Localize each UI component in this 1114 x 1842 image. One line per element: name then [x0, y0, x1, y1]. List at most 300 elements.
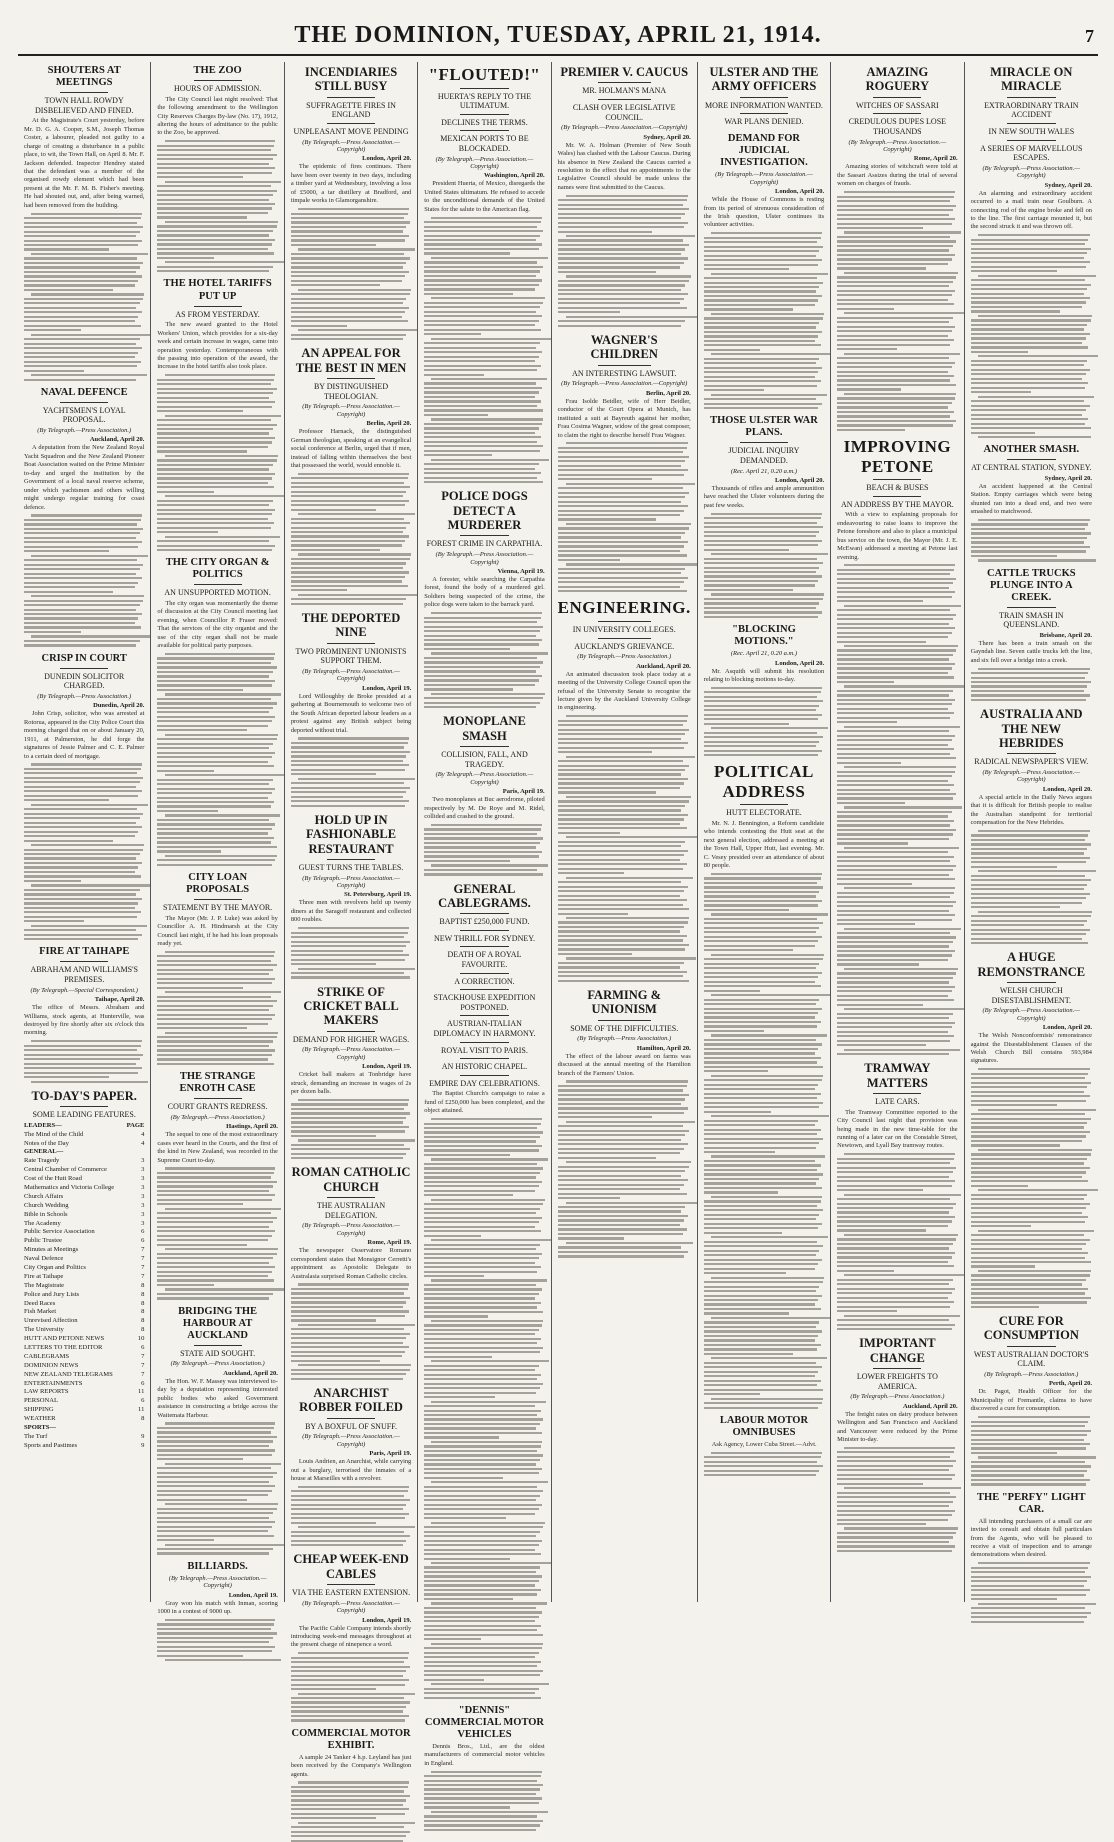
divider — [460, 930, 508, 931]
article-text-lines — [424, 612, 544, 708]
article — [291, 1165, 411, 1379]
article-text-lines — [558, 195, 691, 327]
article-subheading: CLASH OVER LEGISLATIVE COUNCIL. — [572, 102, 676, 122]
article-body — [291, 899, 411, 924]
article-headline: COMMERCIAL MOTOR EXHIBIT. — [291, 1727, 411, 1751]
article-paragraph: Three men with revolvers held up twenty diners at the Saragoff restaurant and collected 800 roubles. — [290, 899, 412, 924]
article-text-lines — [971, 1068, 1092, 1308]
article-body — [24, 444, 144, 512]
contents-page: 7 — [141, 1272, 145, 1280]
contents-label: Bible in Schools — [24, 1210, 68, 1218]
article-text-lines — [291, 1652, 411, 1721]
contents-page: 3 — [141, 1175, 145, 1183]
article-body — [157, 321, 277, 372]
column-1 — [18, 62, 151, 1602]
divider — [1007, 982, 1056, 983]
article-subheading: TOWN HALL ROWDY DISBELIEVED AND FINED. — [34, 96, 134, 115]
article-body — [837, 511, 957, 562]
contents-page: 10 — [137, 1335, 145, 1343]
article-headline: MONOPLANE SMASH — [443, 714, 526, 743]
article — [291, 346, 411, 605]
article-paragraph: The epidemic of fires continues. There have been over twenty in two days, including a timber yard at Wednesbury, involving a loss of £5000, a tar distillery at Bradford, and timpale works in Glamorganshire. — [290, 163, 412, 205]
article-headline: AMAZING ROGUERY — [865, 65, 930, 94]
contents-label: Police and Jury Lists — [24, 1290, 80, 1298]
divider — [460, 1042, 508, 1043]
article-subheading: BAPTIST £250,000 FUND. — [439, 917, 530, 927]
article-body — [157, 1378, 277, 1420]
article-paragraph: An accident happened at the Central Station. Empty carriages which were being shunted ran into a dead end, and two were smashed to matchwood. — [970, 482, 1092, 516]
contents-label: Mathematics and Victoria College — [24, 1183, 115, 1191]
contents-row — [24, 1131, 144, 1140]
contents-label: Cost of the Hutt Road — [24, 1175, 82, 1183]
article-dateline: (By Telegraph.—Press Association.—Copyright) — [848, 138, 947, 153]
contents-row — [24, 1166, 144, 1175]
article-subheading: A SERIES OF MARVELLOUS ESCAPES. — [980, 143, 1083, 163]
contents-label: NEW ZEALAND TELEGRAMS — [24, 1370, 113, 1378]
article-place-date: Berlin, April 20. — [366, 420, 412, 428]
article-place-date: Brisbane, April 20. — [1039, 631, 1092, 639]
article — [971, 950, 1092, 1308]
article — [558, 988, 691, 1258]
contents-row — [24, 1442, 144, 1451]
contents-page: 6 — [141, 1228, 145, 1236]
divider — [873, 479, 921, 480]
article-subheading: STATE AID SOUGHT. — [180, 1348, 256, 1358]
article-subheading: DUNEDIN SOLICITOR CHARGED. — [44, 671, 125, 691]
contents-page: 8 — [141, 1308, 145, 1316]
divider — [60, 668, 108, 669]
article-subheading: AUSTRIAN-ITALIAN DIPLOMACY IN HARMONY. — [433, 1019, 536, 1038]
article-dateline: (By Telegraph.—Press Association.) — [850, 1393, 945, 1401]
divider — [460, 88, 508, 89]
divider — [1007, 607, 1056, 608]
divider — [740, 113, 788, 114]
article-place-date: Berlin, April 20. — [645, 389, 691, 397]
article — [157, 1561, 277, 1662]
article-paragraph: The Tramway Committee reported to the City Council last night that provision was being made in the new time-table for the running of a later car on the Constable Street, Newtown, and Lyall Bay tramway routes. — [837, 1108, 958, 1150]
article-body — [837, 1109, 957, 1151]
divider — [327, 643, 375, 644]
contents-label: SPORTS— — [24, 1424, 57, 1432]
article-body — [971, 190, 1092, 232]
article-paragraph: The Hon. W. F. Massey was interviewed to-day by a deputation representing interested public bodies who asked Government assistance in constructing a bridge across the Waitemata Harbour. — [157, 1377, 278, 1419]
divider — [873, 97, 921, 98]
contents-page: 8 — [141, 1326, 145, 1334]
article — [424, 714, 544, 875]
column-5 — [552, 62, 698, 1602]
article-headline: WAGNER'S CHILDREN — [590, 332, 658, 362]
article-headline: CURE FOR CONSUMPTION — [983, 1314, 1079, 1343]
divider — [598, 638, 651, 639]
article-paragraph: The city organ was momentarily the theme of discussion at the City Council meeting last evening, when Councillor P. Fraser moved: That the services of the city organist and the use of the city organ shall not be made available for political party purposes. — [157, 599, 278, 650]
article-subheading: MEXICAN PORTS TO BE BLOCKADED. — [440, 134, 529, 153]
contents-page: 7 — [141, 1352, 145, 1360]
divider — [740, 442, 788, 443]
divider — [460, 946, 508, 947]
article-paragraph: Mr. Asquith will submit his resolution relating to blocking motions to-day. — [703, 667, 825, 684]
article — [291, 1386, 411, 1546]
article-body — [424, 1743, 544, 1768]
article-body — [424, 1090, 544, 1115]
contents-label: DOMINION NEWS — [24, 1361, 79, 1369]
article-text-lines — [291, 737, 411, 806]
divider — [194, 80, 242, 81]
article-text-lines — [24, 514, 144, 646]
article — [24, 653, 144, 941]
article-place-date: Paris, April 19. — [369, 1450, 412, 1458]
article — [424, 1705, 544, 1831]
article-body — [971, 1032, 1092, 1066]
contents-row — [24, 1424, 144, 1433]
article-text-lines — [837, 1153, 957, 1330]
article-place-date: London, April 20. — [775, 188, 825, 196]
article-body — [704, 668, 824, 685]
divider — [327, 123, 375, 124]
article-body — [424, 576, 544, 610]
article-text-lines — [704, 1452, 824, 1477]
contents-row — [24, 1380, 144, 1389]
article-body — [424, 180, 544, 214]
article-subheading: SUFFRAGETTE FIRES IN ENGLAND — [306, 100, 396, 120]
article-paragraph: Dennis Bros., Ltd., are the oldest manufacturers of commercial motor vehicles in England. — [424, 1742, 545, 1767]
contents-label: Church Affairs — [24, 1192, 64, 1200]
contents-label: CABLEGRAMS — [24, 1352, 70, 1360]
article-dateline: (By Telegraph.—Press Association.) — [984, 1370, 1079, 1378]
divider — [460, 1058, 508, 1059]
article-text-lines — [704, 873, 824, 1409]
article — [291, 1728, 411, 1842]
article-paragraph: At the Magistrate's Court yesterday, before Mr. D. G. A. Cooper, S.M., Joseph Thomas Coster, a labourer, pleaded not guilty to a charge of creating a disturbance in a public place, to wit, the Town Hall, on April 8. Mr. F. Jackson defended. Inspector Hendrey stated that the defendant was a member of the organised rowdy element which had been present at the Mr. F. M. B. Fisher's meeting. He had shouted out, and, after being warned, had been removed from the building. — [24, 117, 145, 209]
article — [424, 65, 544, 483]
article — [971, 1314, 1092, 1486]
divider — [460, 114, 508, 115]
article-paragraph: The City Council last night resolved: That the following amendment to the Wellington City Reserves Charges By-law (No. 17), 1912, altering the hours of admittance to the public to the Zoo, be approved. — [157, 95, 278, 137]
contents-label: Deed Races — [24, 1299, 56, 1307]
article-headline: ANOTHER SMASH. — [983, 444, 1080, 456]
article-text-lines — [704, 513, 824, 618]
article-subheading: RADICAL NEWSPAPER'S VIEW. — [974, 757, 1089, 767]
contents-page: 8 — [141, 1317, 145, 1325]
article-body — [157, 915, 277, 949]
article-headline: THE ZOO — [193, 65, 242, 76]
article-place-date: Rome, April 19. — [367, 1239, 412, 1247]
article-subheading: CREDULOUS DUPES LOSE THOUSANDS — [848, 117, 947, 136]
divider — [194, 1098, 242, 1099]
contents-page: 7 — [141, 1361, 145, 1369]
article-text-lines — [24, 763, 144, 940]
column-7 — [831, 62, 964, 1602]
article-text-lines — [157, 951, 277, 1065]
article-paragraph: A deputation from the New Zealand Royal Yacht Squadron and the New Zealand Pioneer Boat Association waited on the Prime Minister to-day and urged the institution by the Government of a local naval reserve scheme, under which yachtsmen and others willing might undergo regular training for coast defence. — [24, 444, 145, 511]
contents-label: Notes of the Day — [24, 1139, 69, 1147]
article-paragraph: Mr. W. A. Holman (Premier of New South Wales) has clashed with the Labour Caucus. During his absence in New Zealand the Caucus carried a resolution to the effect that no appointments to the Legislative Council should be made unless the names were first submitted to the Caucus. — [557, 141, 691, 191]
divider — [327, 1031, 375, 1032]
divider — [598, 82, 651, 83]
contents-label: Public Trustee — [24, 1237, 62, 1245]
divider — [60, 1106, 108, 1107]
contents-page: 3 — [141, 1210, 145, 1218]
article-paragraph: An animated discussion took place today at a meeting of the University College Council upon the refusal of the University Senate to recognise the lecture given by the Auckland University College in engineering. — [557, 670, 691, 712]
article-headline: AUSTRALIA AND THE NEW HEBRIDES — [980, 707, 1083, 750]
contents-page: 7 — [141, 1370, 145, 1378]
divider — [460, 1075, 508, 1076]
article — [291, 1552, 411, 1721]
article-headline: "DENNIS" COMMERCIAL MOTOR VEHICLES — [424, 1704, 545, 1740]
article-dateline: (By Telegraph.—Press Association.—Copyright) — [302, 667, 400, 683]
article-text-lines — [558, 442, 691, 592]
column-2 — [151, 62, 284, 1616]
article-place-date: Vienna, April 19. — [497, 567, 545, 575]
article-headline: POLITICAL ADDRESS — [713, 762, 814, 801]
article-dateline: (By Telegraph.—Press Association.—Copyright) — [302, 138, 400, 153]
article-headline: STRIKE OF CRICKET BALL MAKERS — [303, 984, 399, 1028]
contents-row — [24, 1273, 144, 1282]
article-body — [704, 196, 824, 230]
article-subheading: DEMAND FOR HIGHER WAGES. — [292, 1034, 410, 1044]
article-paragraph: There has been a train smash on the Gayndah line. Seven cattle trucks left the line, and six fell over a bridge into a creek. — [970, 639, 1092, 664]
article-subheading: NEW THRILL FOR SYDNEY. — [433, 933, 535, 943]
article-subheading: JUDICIAL INQUIRY DEMANDED. — [728, 446, 800, 465]
article-subheading: AS FROM YESTERDAY. — [175, 309, 260, 319]
article — [291, 813, 411, 979]
article-place-date: Sydney, April 20. — [1044, 474, 1092, 482]
contents-page: 6 — [141, 1344, 145, 1351]
article-place-date: Washington, April 20. — [483, 172, 545, 180]
article-dateline: (By Telegraph.—Press Association.—Copyright) — [561, 124, 688, 132]
article-body — [558, 142, 691, 193]
article-paragraph: Ask Agency, Lower Cuba Street.—Advt. — [711, 1440, 817, 1448]
contents-label: Public Service Association — [24, 1228, 95, 1236]
article — [291, 65, 411, 340]
contents-row — [24, 1433, 144, 1442]
contents-label: The Turf — [24, 1432, 48, 1440]
article-body — [291, 163, 411, 205]
article — [558, 598, 691, 982]
article-paragraph: An alarming and extraordinary accident occurred to a mail train near Goulburn. A connecting rod of the engine broke and fell on to the line. The first carriage mounted it, but the second struck it and was thrown off. — [970, 189, 1092, 231]
article-headline: FIRE AT TAIHAPE — [39, 946, 130, 958]
article-subheading: ROYAL VISIT TO PARIS. — [441, 1045, 528, 1055]
contents-page: PAGE — [126, 1121, 145, 1129]
article — [24, 1089, 144, 1451]
article-headline: THE HOTEL TARIFFS PUT UP — [163, 278, 272, 302]
contents-label: The Magistrate — [24, 1281, 65, 1289]
article-paragraph: All intending purchasers of a small car are invited to consult and obtain full particulars from the Agents, who will be pleased to receive a visit of inspection and to arrange demonstrations when desired. — [970, 1517, 1092, 1559]
article-place-date: London, April 20. — [1042, 1024, 1092, 1032]
article — [24, 387, 144, 647]
contents-page: 11 — [138, 1388, 145, 1396]
contents-row — [24, 1300, 144, 1309]
contents-label: Sports and Pastimes — [24, 1441, 78, 1449]
contents-row — [24, 1415, 144, 1424]
divider — [460, 913, 508, 914]
contents-page: 3 — [141, 1166, 145, 1174]
article-headline: ROMAN CATHOLIC CHURCH — [291, 1165, 411, 1194]
article — [704, 1415, 824, 1476]
article-subheading: TWO PROMINENT UNIONISTS SUPPORT THEM. — [295, 646, 407, 666]
article-paragraph: Mr. N. J. Bennington, a Reform candidate who intends contesting the Hutt seat at the next general election, addressed a meeting at the Town Hall, Upper Hutt, last evening. Mr. C. Vesey presided over an attendance of about 80 people. — [703, 819, 825, 870]
article — [837, 1336, 957, 1552]
article — [704, 624, 824, 756]
article-place-date: Taihape, April 20. — [94, 996, 145, 1004]
article-subheading: UNPLEASANT MOVE PENDING — [293, 126, 409, 136]
article-body — [24, 1004, 144, 1038]
article-headline: NAVAL DEFENCE — [40, 386, 128, 398]
contents-page: 9 — [141, 1432, 145, 1440]
article-paragraph: Lord Willoughby de Broke presided at a gathering at Bournemouth to welcome two of the South African deported labour leaders as a protest against any British subject being deported without trial. — [290, 692, 412, 734]
article-subheading: FOREST CRIME IN CARPATHIA. — [426, 539, 543, 549]
article-subheading: A CORRECTION. — [454, 976, 515, 986]
article-text-lines — [291, 927, 411, 979]
article — [837, 65, 957, 431]
article-text-lines — [971, 234, 1092, 438]
contents-page: 3 — [141, 1183, 145, 1191]
article-text-lines — [157, 1422, 277, 1554]
divider — [873, 113, 921, 114]
divider — [598, 621, 651, 622]
contents-row — [24, 1362, 144, 1371]
article-body — [157, 1600, 277, 1617]
article-subheading: TRAIN SMASH IN QUEENSLAND. — [999, 610, 1064, 630]
article — [971, 444, 1092, 561]
divider — [460, 1015, 508, 1016]
article-body — [291, 1625, 411, 1650]
contents-page: 8 — [141, 1415, 145, 1423]
contents-page — [132, 1148, 144, 1157]
divider — [460, 130, 508, 131]
article-dateline: (Rec. April 21, 0.20 a.m.) — [730, 467, 798, 475]
column-4 — [418, 62, 551, 1767]
divider — [1007, 459, 1056, 460]
divider — [1007, 1346, 1056, 1347]
article — [558, 65, 691, 327]
article-place-date: Auckland, April 20. — [903, 1402, 958, 1410]
article — [157, 557, 277, 866]
divider — [60, 961, 108, 962]
article-subheading: HUTT ELECTORATE. — [726, 808, 802, 818]
article-place-date: Auckland, April 20. — [223, 1369, 278, 1377]
article-headline: DEMAND FOR JUDICIAL INVESTIGATION. — [720, 132, 808, 169]
article-headline: CITY LOAN PROPOSALS — [186, 871, 250, 896]
article-text-lines — [291, 473, 411, 605]
article-headline: AN APPEAL FOR THE BEST IN MEN — [295, 346, 407, 375]
article-place-date: Hamilton, April 20. — [636, 1044, 691, 1052]
article-subheading: AT CENTRAL STATION, SYDNEY. — [971, 463, 1092, 473]
newspaper-columns — [18, 62, 1098, 1778]
contents-row — [24, 1122, 144, 1131]
contents-page: 9 — [141, 1441, 145, 1449]
contents-page: 6 — [141, 1237, 145, 1245]
article-subheading: LATE CARS. — [875, 1097, 920, 1107]
contents-label: The Mind of the Child — [24, 1130, 84, 1138]
article-text-lines — [291, 1099, 411, 1159]
article-subheading: MR. HOLMAN'S MANA — [582, 86, 667, 96]
article-place-date: Paris, April 19. — [502, 788, 545, 796]
divider — [1007, 753, 1056, 754]
divider — [327, 1584, 375, 1585]
article-paragraph: The Baptist Church's campaign to raise a fund of £250,000 has been completed, and the object attained. — [424, 1090, 545, 1115]
article-paragraph: A forester, while searching the Carpathia forest, found the body of a murdered girl. Soldiers being suspected of the crime, the police dogs were taken to the barrack yard. — [424, 575, 545, 609]
article-text-lines — [704, 232, 824, 409]
article-headline: MIRACLE ON MIRACLE — [990, 65, 1073, 94]
article-body — [157, 1131, 277, 1165]
article-text-lines — [157, 1619, 277, 1662]
divider — [194, 1345, 242, 1346]
article — [971, 1492, 1092, 1623]
contents-page: 3 — [141, 1219, 145, 1227]
article-dateline: (By Telegraph.—Press Association.—Copyright) — [982, 768, 1081, 784]
contents-label: Central Chamber of Commerce — [24, 1166, 107, 1174]
article-headline: CRISP IN COURT — [41, 652, 127, 664]
article-headline: PREMIER V. CAUCUS — [560, 65, 689, 79]
article-subheading: WELSH CHURCH DISESTABLISHMENT. — [991, 985, 1071, 1005]
contents-row — [24, 1202, 144, 1211]
article-paragraph: Amazing stories of witchcraft were told at the Sassari Assizes during the trial of several women on charges of frauds. — [837, 163, 958, 188]
divider — [327, 1418, 375, 1419]
article-place-date: St. Petersburg, April 19. — [344, 891, 412, 899]
contents-row — [24, 1397, 144, 1406]
article-body — [291, 693, 411, 735]
article-text-lines — [558, 1080, 691, 1257]
column-3 — [285, 62, 418, 1778]
article-subheading: VIA THE EASTERN EXTENSION. — [292, 1587, 411, 1597]
article-text-lines — [971, 830, 1092, 944]
article-headline: BILLIARDS. — [187, 1560, 248, 1572]
article-text-lines — [291, 1283, 411, 1379]
article-dateline: (By Telegraph.—Press Association.—Copyright) — [302, 403, 400, 418]
divider — [327, 378, 375, 379]
article-text-lines — [157, 140, 277, 272]
article-subheading: STATEMENT BY THE MAYOR. — [163, 903, 273, 913]
divider — [873, 496, 921, 497]
article-headline: CHEAP WEEK-END CABLES — [293, 1552, 409, 1581]
article-paragraph: President Huerta, of Mexico, disregards the United States ultimatum. He refused to accede to the unconditional demands of the United States for the salute to the American flag. — [424, 180, 545, 213]
contents-label: WEATHER — [24, 1415, 56, 1423]
article-dateline: (By Telegraph.—Press Association.—Copyright) — [715, 171, 813, 186]
article-place-date: London, April 19. — [362, 684, 412, 692]
divider — [873, 1093, 921, 1094]
article-text-lines — [837, 1447, 957, 1552]
article-headline: THE STRANGE ENROTH CASE — [179, 1071, 256, 1095]
article-headline: INCENDIARIES STILL BUSY — [304, 65, 398, 94]
article-paragraph: With a view to explaining proposals for endeavouring to raise loans to improve the Petone foreshore and also to place a municipal bus service on the town, the Mayor (Mr. J. E. McEwan) addressed a meeting at Petone last evening. — [837, 511, 958, 561]
article-headline: TRAMWAY MATTERS — [864, 1061, 931, 1090]
contents-label: Church Wedding — [24, 1201, 69, 1209]
contents-label: Naval Defence — [24, 1255, 64, 1263]
article-paragraph: Frau Isolde Beidler, wife of Herr Beidler, conductor of the Court Opera at Munich, has instituted a suit at Bayreuth against her mother, Frau Cosima Wagner, widow of the great composer, to claim the right to describe herself Frau Wagner. — [557, 397, 691, 439]
article-dateline: (By Telegraph.—Press Association.) — [37, 692, 132, 700]
contents-row — [24, 1326, 144, 1335]
divider — [194, 584, 242, 585]
contents-row — [24, 1148, 144, 1157]
article-body — [558, 1053, 691, 1078]
divider — [598, 365, 651, 366]
contents-page: 11 — [138, 1406, 145, 1414]
article-text-lines — [837, 564, 957, 1055]
article — [704, 415, 824, 618]
article-text-lines — [424, 1771, 544, 1831]
article-body — [157, 96, 277, 138]
article — [424, 489, 544, 708]
article-subheading: EXTRAORDINARY TRAIN ACCIDENT — [984, 100, 1079, 120]
article-place-date: Hastings, April 20. — [226, 1123, 278, 1131]
article-body — [971, 1388, 1092, 1413]
divider — [598, 99, 651, 100]
article-text-lines — [291, 208, 411, 340]
article — [558, 333, 691, 593]
divider — [873, 1368, 921, 1369]
page-number: 7 — [1085, 26, 1094, 46]
article — [291, 611, 411, 807]
